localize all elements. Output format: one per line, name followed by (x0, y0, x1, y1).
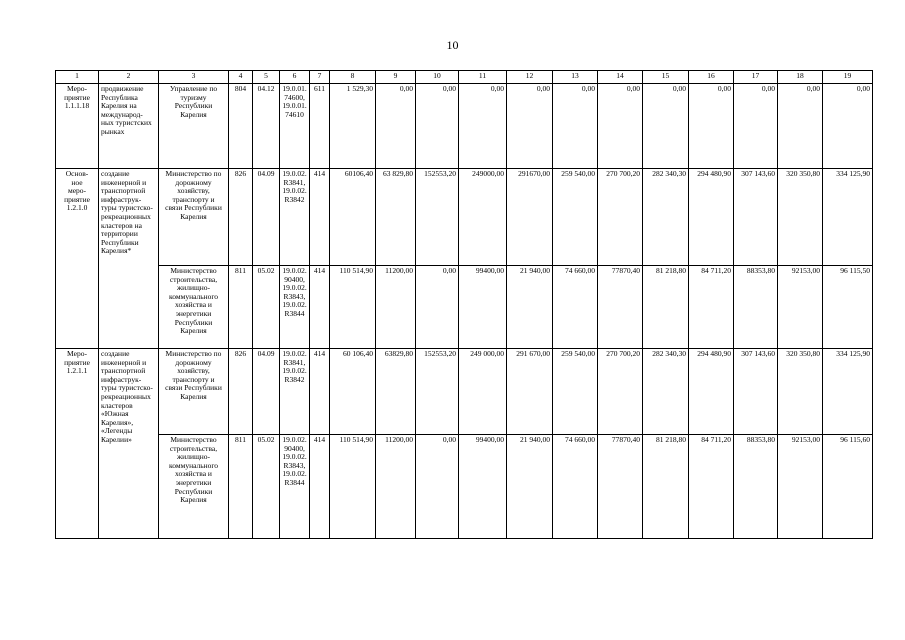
measure-name-cell: создание инженерной и транспортной инфраструк- туры туристско- рекреационных кластеров на территории Республики Карелия* (99, 169, 159, 349)
amount-cell: 11200,00 (376, 435, 416, 539)
amount-cell: 294 480,90 (689, 169, 734, 266)
executor-cell: Министерство по дорожному хозяйству, транспорту и связи Республики Карелия (159, 349, 229, 435)
amount-cell: 0,00 (734, 84, 778, 169)
amount-cell: 21 940,00 (507, 435, 553, 539)
amount-cell: 74 660,00 (553, 435, 598, 539)
expense-type-cell: 414 (310, 169, 330, 266)
amount-cell: 0,00 (376, 84, 416, 169)
amount-cell: 99400,00 (459, 266, 507, 349)
section-cell: 05.02 (253, 435, 280, 539)
target-article-cell: 19.0.01. 74600, 19.0.01. 74610 (280, 84, 310, 169)
section-cell: 04.09 (253, 349, 280, 435)
executor-cell: Министерство строительства, жилищно- коммунального хозяйства и энергетики Республики Карелия (159, 266, 229, 349)
amount-cell: 270 700,20 (598, 349, 643, 435)
amount-cell: 0,00 (643, 84, 689, 169)
amount-cell: 88353,80 (734, 266, 778, 349)
header-cell: 9 (376, 71, 416, 84)
amount-cell: 21 940,00 (507, 266, 553, 349)
section-cell: 04.12 (253, 84, 280, 169)
header-cell: 8 (330, 71, 376, 84)
amount-cell: 96 115,60 (823, 435, 873, 539)
target-article-cell: 19.0.02. R3841, 19.0.02. R3842 (280, 169, 310, 266)
amount-cell: 81 218,80 (643, 435, 689, 539)
header-cell: 19 (823, 71, 873, 84)
target-article-cell: 19.0.02. R3841, 19.0.02. R3842 (280, 349, 310, 435)
header-cell: 6 (280, 71, 310, 84)
grbs-cell: 826 (229, 169, 253, 266)
amount-cell: 0,00 (416, 435, 459, 539)
header-cell: 1 (56, 71, 99, 84)
amount-cell: 92153,00 (778, 266, 823, 349)
table-header (56, 71, 873, 84)
amount-cell: 63 829,80 (376, 169, 416, 266)
amount-cell: 1 529,30 (330, 84, 376, 169)
header-cell: 7 (310, 71, 330, 84)
amount-cell: 110 514,90 (330, 266, 376, 349)
amount-cell: 282 340,30 (643, 349, 689, 435)
table-row (56, 169, 873, 266)
header-cell: 15 (643, 71, 689, 84)
amount-cell: 0,00 (689, 84, 734, 169)
amount-cell: 77870,40 (598, 266, 643, 349)
grbs-cell: 811 (229, 435, 253, 539)
amount-cell: 152553,20 (416, 169, 459, 266)
amount-cell: 259 540,00 (553, 169, 598, 266)
header-cell: 18 (778, 71, 823, 84)
header-cell: 11 (459, 71, 507, 84)
amount-cell: 11200,00 (376, 266, 416, 349)
table-row (56, 266, 873, 349)
header-cell: 16 (689, 71, 734, 84)
amount-cell: 0,00 (598, 84, 643, 169)
amount-cell: 294 480,90 (689, 349, 734, 435)
amount-cell: 152553,20 (416, 349, 459, 435)
header-cell: 17 (734, 71, 778, 84)
measure-code-cell: Меро- приятие 1.1.1.18 (56, 84, 99, 169)
table-row (56, 349, 873, 435)
amount-cell: 77870,40 (598, 435, 643, 539)
amount-cell: 92153,00 (778, 435, 823, 539)
amount-cell: 99400,00 (459, 435, 507, 539)
amount-cell: 0,00 (778, 84, 823, 169)
target-article-cell: 19.0.02. 90400, 19.0.02. R3843, 19.0.02. R3844 (280, 266, 310, 349)
table-row (56, 435, 873, 539)
measure-code-cell: Меро- приятие 1.2.1.1 (56, 349, 99, 539)
grbs-cell: 811 (229, 266, 253, 349)
amount-cell: 0,00 (507, 84, 553, 169)
expense-type-cell: 414 (310, 349, 330, 435)
executor-cell: Министерство строительства, жилищно- коммунального хозяйства и энергетики Республики Карелия (159, 435, 229, 539)
amount-cell: 282 340,30 (643, 169, 689, 266)
amount-cell: 320 350,80 (778, 169, 823, 266)
amount-cell: 270 700,20 (598, 169, 643, 266)
grbs-cell: 804 (229, 84, 253, 169)
amount-cell: 0,00 (553, 84, 598, 169)
amount-cell: 259 540,00 (553, 349, 598, 435)
header-cell: 12 (507, 71, 553, 84)
amount-cell: 84 711,20 (689, 266, 734, 349)
amount-cell: 96 115,50 (823, 266, 873, 349)
amount-cell: 307 143,60 (734, 349, 778, 435)
header-cell: 14 (598, 71, 643, 84)
header-cell: 13 (553, 71, 598, 84)
amount-cell: 249 000,00 (459, 349, 507, 435)
executor-cell: Министерство по дорожному хозяйству, транспорту и связи Республики Карелия (159, 169, 229, 266)
table-row (56, 84, 873, 169)
amount-cell: 0,00 (823, 84, 873, 169)
amount-cell: 84 711,20 (689, 435, 734, 539)
measure-code-cell: Основ- ное меро- приятие 1.2.1.0 (56, 169, 99, 349)
amount-cell: 60106,40 (330, 169, 376, 266)
amount-cell: 74 660,00 (553, 266, 598, 349)
amount-cell: 81 218,80 (643, 266, 689, 349)
amount-cell: 249000,00 (459, 169, 507, 266)
expense-type-cell: 414 (310, 266, 330, 349)
amount-cell: 334 125,90 (823, 349, 873, 435)
page-number: 10 (446, 38, 459, 52)
expense-type-cell: 414 (310, 435, 330, 539)
amount-cell: 60 106,40 (330, 349, 376, 435)
amount-cell: 334 125,90 (823, 169, 873, 266)
amount-cell: 0,00 (459, 84, 507, 169)
header-cell: 10 (416, 71, 459, 84)
amount-cell: 0,00 (416, 266, 459, 349)
budget-table (55, 70, 873, 539)
measure-name-cell: продвижение Республика Карелия на международ- ных туристских рынках (99, 84, 159, 169)
amount-cell: 291670,00 (507, 169, 553, 266)
expense-type-cell: 611 (310, 84, 330, 169)
amount-cell: 0,00 (416, 84, 459, 169)
target-article-cell: 19.0.02. 90400, 19.0.02. R3843, 19.0.02. R3844 (280, 435, 310, 539)
header-cell: 3 (159, 71, 229, 84)
amount-cell: 110 514,90 (330, 435, 376, 539)
measure-name-cell: создание инженерной и транспортной инфраструк- туры туристско- рекреационных кластеров «Южная Карелия», «Легенды Карелии» (99, 349, 159, 539)
header-cell: 5 (253, 71, 280, 84)
section-cell: 04.09 (253, 169, 280, 266)
amount-cell: 291 670,00 (507, 349, 553, 435)
amount-cell: 320 350,80 (778, 349, 823, 435)
executor-cell: Управление по туризму Республики Карелия (159, 84, 229, 169)
grbs-cell: 826 (229, 349, 253, 435)
header-cell: 4 (229, 71, 253, 84)
amount-cell: 307 143,60 (734, 169, 778, 266)
amount-cell: 88353,80 (734, 435, 778, 539)
amount-cell: 63829,80 (376, 349, 416, 435)
section-cell: 05.02 (253, 266, 280, 349)
header-cell: 2 (99, 71, 159, 84)
table-body (56, 84, 873, 539)
